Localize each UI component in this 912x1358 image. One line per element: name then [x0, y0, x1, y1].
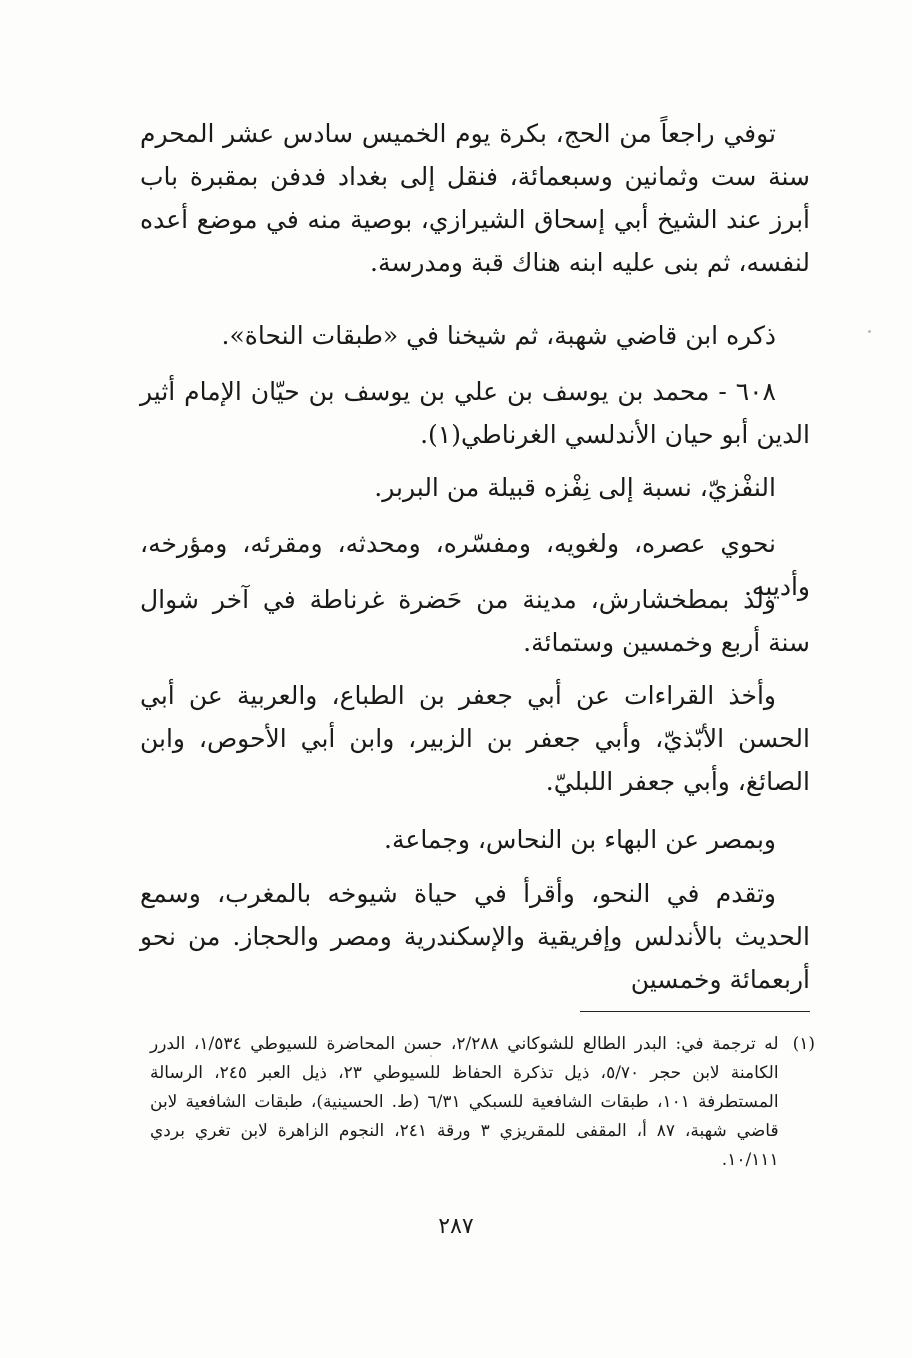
paragraph-mention: ذكره ابن قاضي شهبة، ثم شيخنا في «طبقات النحاة». [221, 321, 776, 350]
footnote [150, 1030, 815, 1175]
main-text-2 [140, 314, 810, 357]
progress-block [140, 872, 810, 1001]
paragraph-egypt: وبمصر عن البهاء بن النحاس، وجماعة. [384, 825, 776, 854]
paragraph-teachers: وأخذ القراءات عن أبي جعفر بن الطباع، والعربية عن أبي الحسن الأبّذيّ، وأبي جعفر بن الزبير، وابن أبي الأحوص، وابن الصائغ، وأبي جعفر اللبليّ. [140, 681, 810, 796]
egypt-block [140, 818, 810, 861]
footnote-marker: (١) [792, 1034, 815, 1054]
paragraph-titles: نحوي عصره، ولغويه، ومفسّره، ومحدثه، ومقرئه، ومؤرخه، وأديبه. [140, 529, 810, 601]
paragraph-birth: ولد بمطخشارش، مدينة من حَضرة غرناطة في آخر شوال سنة أربع وخمسين وستمائة. [140, 585, 810, 657]
page-number: ٢٨٧ [438, 1214, 474, 1239]
entry-608 [140, 370, 810, 456]
paper-speck [868, 330, 871, 333]
entry-heading: ٦٠٨ - محمد بن يوسف بن علي بن يوسف بن حيّان الإمام أثير الدين أبو حيان الأندلسي الغرناطي(١). [140, 377, 810, 449]
birth-block [140, 578, 810, 664]
paragraph-progress: وتقدم في النحو، وأقرأ في حياة شيوخه بالمغرب، وسمع الحديث بالأندلس وإفريقية والإسكندرية ومصر والحجاز. من نحو أربعمائة وخمسين [140, 879, 810, 994]
paragraph-nisba: النفْزيّ، نسبة إلى نِفْزه قبيلة من البربر. [374, 473, 776, 502]
teachers-block [140, 674, 810, 803]
paragraph-death: توفي راجعاً من الحج، بكرة يوم الخميس سادس عشر المحرم سنة ست وثمانين وسبعمائة، فنقل إلى بغداد فدفن بمقبرة باب أبرز عند الشيخ أبي إسحاق الشيرازي، بوصية منه في موضع أعده لنفسه، ثم بنى عليه ابنه هناك قبة ومدرسة. [140, 119, 810, 277]
footnote-text: له ترجمة في: البدر الطالع للشوكاني ٢/٢٨٨، حسن المحاضرة للسيوطي ١/٥٣٤، الدرر الكامنة لابن حجر ٥/٧٠، ذيل تذكرة الحفاظ للسيوطي ٢٣، ذيل العبر ٢٤٥، الرسالة المستطرفة ١٠١، طبقات الشافعية للسبكي ٦/٣١ (ط. الحسينية)، طبقات الشافعية لابن قاضي شهبة، ٨٧ أ، المقفى للمقريزي ٣ ورقة ٢٤١، النجوم الزاهرة لابن تغري بردي ١٠/١١١. [150, 1034, 779, 1170]
paper-speck [430, 1055, 432, 1057]
footnote-divider [580, 1011, 810, 1012]
main-text [140, 112, 810, 284]
nisba-block [140, 466, 810, 509]
